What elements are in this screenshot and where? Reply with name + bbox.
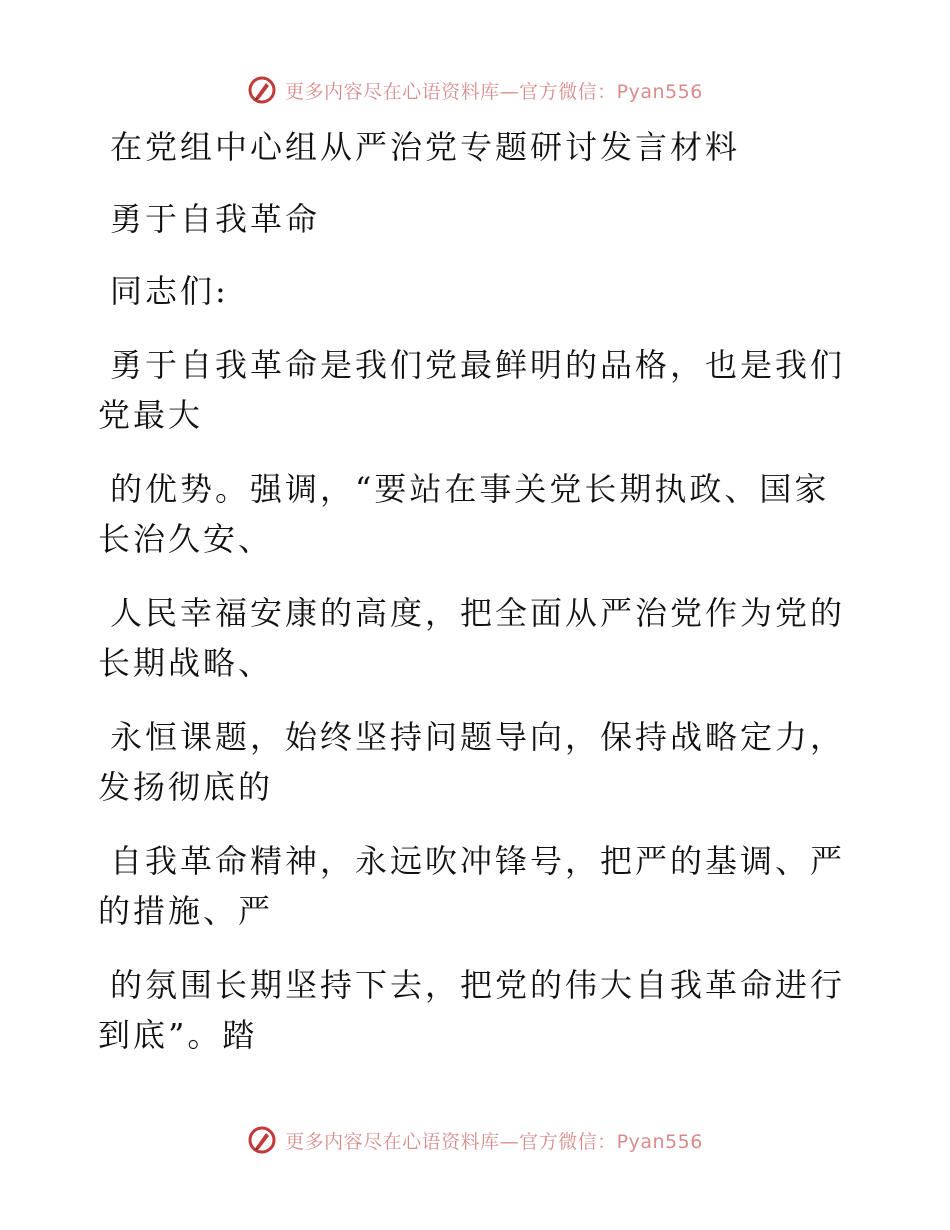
header-watermark [0, 70, 950, 110]
paragraph-line: 永恒课题，始终坚持问题导向，保持战略定力， [110, 718, 846, 756]
document-title: 在党组中心组从严治党专题研讨发言材料 [110, 128, 741, 166]
footer-watermark [0, 1120, 950, 1160]
paragraph-line: 勇于自我革命是我们党最鲜明的品格，也是我们 [110, 346, 846, 384]
document-subtitle: 勇于自我革命 [110, 200, 321, 238]
watermark-text: 更多内容尽在心语资料库—官方微信：Pyan556 [285, 1130, 703, 1153]
paragraph-line: 人民幸福安康的高度，把全面从严治党作为党的 [110, 594, 846, 632]
paragraph-line: 发扬彻底的 [98, 768, 274, 806]
paragraph-line: 长治久安、 [98, 520, 274, 558]
watermark-text: 更多内容尽在心语资料库—官方微信：Pyan556 [285, 80, 703, 103]
paragraph-line: 的氛围长期坚持下去，把党的伟大自我革命进行 [110, 966, 846, 1004]
document-body [98, 122, 858, 1060]
pen-logo-icon [247, 1125, 277, 1155]
salutation: 同志们: [110, 272, 229, 310]
paragraph-line: 的措施、严 [98, 892, 274, 930]
paragraph-line: 长期战略、 [98, 644, 274, 682]
paragraph-line: 到底”。踏 [98, 1016, 258, 1054]
pen-logo-icon [247, 75, 277, 105]
paragraph-line: 党最大 [98, 396, 204, 434]
paragraph-line: 自我革命精神，永远吹冲锋号，把严的基调、严 [110, 842, 846, 880]
paragraph-line: 的优势。强调，“要站在事关党长期执政、国家 [110, 470, 830, 508]
